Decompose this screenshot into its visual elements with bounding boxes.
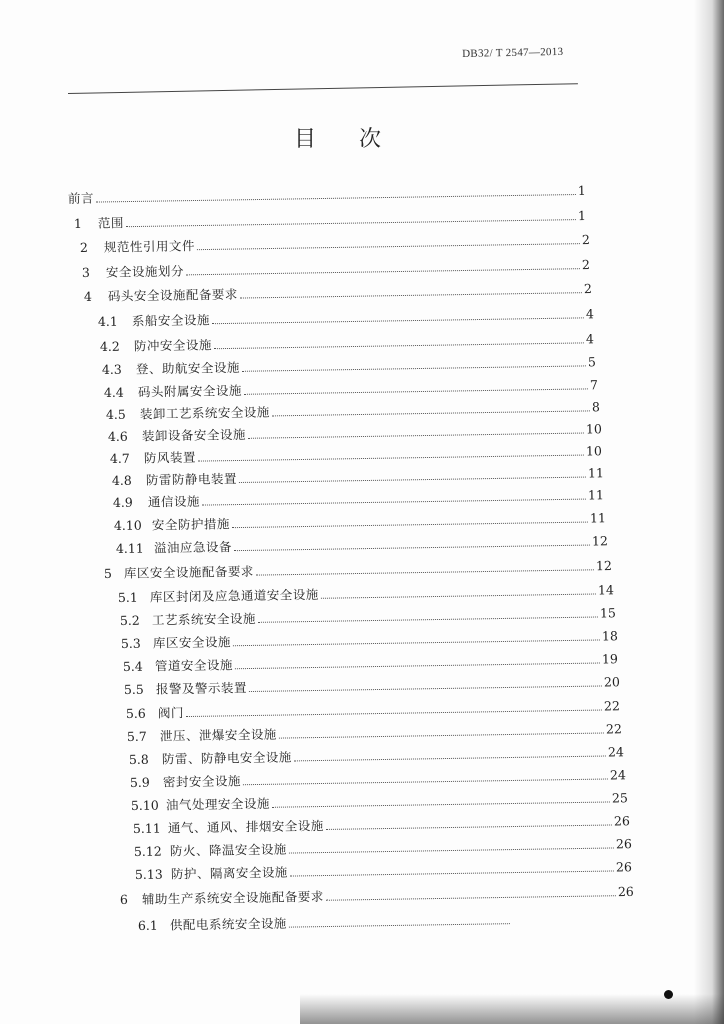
toc-dot-leader <box>232 522 588 529</box>
toc-entry[interactable] <box>126 699 620 721</box>
toc-entry-number: 5.3 <box>120 635 141 651</box>
toc-entry-page: 8 <box>591 399 600 415</box>
toc-dot-leader <box>289 847 614 853</box>
toc-entry-number: 5.5 <box>123 681 144 697</box>
toc-entry[interactable] <box>134 837 632 859</box>
toc-entry-label: 溢油应急设备 <box>153 539 233 556</box>
toc-title: 目 次 <box>294 127 399 152</box>
toc-dot-leader <box>186 268 580 275</box>
toc-entry-label: 系船安全设施 <box>131 312 211 329</box>
toc-dot-leader <box>326 824 612 829</box>
toc-entry-label: 防护、隔离安全设施 <box>170 864 288 882</box>
toc-entry-page: 12 <box>595 558 612 574</box>
toc-entry-page: 14 <box>597 582 614 598</box>
header-rule <box>68 83 578 94</box>
toc-entry-number: 4.8 <box>111 472 132 488</box>
toc-entry[interactable] <box>124 675 620 697</box>
scan-edge-shadow-right <box>694 0 724 1024</box>
toc-dot-leader <box>198 455 584 462</box>
toc-entry-number: 4.1 <box>97 313 118 329</box>
toc-entry[interactable] <box>129 745 624 767</box>
toc-entry-number: 5.13 <box>134 866 163 882</box>
toc-dot-leader <box>290 870 614 876</box>
toc-entry-page: 22 <box>603 698 620 714</box>
toc-entry-label: 阀门 <box>157 705 185 721</box>
toc-dot-leader <box>197 243 580 250</box>
toc-entry-page: 26 <box>617 883 634 900</box>
toc-entry-label: 防雷、防静电安全设施 <box>161 749 292 767</box>
toc-entry-page: 20 <box>603 674 620 690</box>
toc-entry-page: 5 <box>587 354 596 370</box>
toc-entry-label: 码头附属安全设施 <box>137 382 242 400</box>
toc-entry-number: 1 <box>73 215 82 231</box>
toc-entry-page: 15 <box>599 605 616 621</box>
toc-dot-leader <box>242 365 586 371</box>
toc-entry-number: 5.7 <box>126 728 147 744</box>
toc-entry-number: 5.8 <box>128 751 149 767</box>
toc-entry-label: 安全设施划分 <box>105 263 185 280</box>
toc-entry[interactable] <box>116 534 608 556</box>
toc-dot-leader <box>279 733 604 739</box>
toc-entry-number: 5.1 <box>117 589 138 605</box>
toc-entry-number: 4.4 <box>103 384 124 400</box>
toc-dot-leader <box>126 219 576 227</box>
toc-entry[interactable] <box>68 184 586 206</box>
toc-entry-number: 5.9 <box>129 774 150 790</box>
toc-entry-page: 2 <box>583 281 592 297</box>
document-code: DB32/ T 2547—2013 <box>462 45 564 60</box>
toc-entry-label: 防火、降温安全设施 <box>169 841 287 859</box>
toc-entry[interactable] <box>131 791 628 813</box>
toc-entry-label: 油气处理安全设施 <box>165 795 270 813</box>
toc-dot-leader <box>258 616 598 622</box>
toc-entry-page: 2 <box>581 231 590 248</box>
toc-dot-leader <box>294 756 606 762</box>
toc-dot-leader <box>96 194 576 203</box>
toc-dot-leader <box>249 685 602 692</box>
toc-entry-page: 11 <box>589 510 606 526</box>
toc-entry-page: 1 <box>577 207 586 224</box>
toc-entry-label: 防冲安全设施 <box>133 337 213 354</box>
toc-entry[interactable] <box>123 652 618 674</box>
toc-entry-page: 26 <box>615 859 632 875</box>
toc-entry-number: 3 <box>81 264 90 280</box>
toc-entry-number: 4.10 <box>113 517 142 533</box>
toc-entry[interactable] <box>118 583 614 605</box>
toc-entry-label: 通气、通风、排烟安全设施 <box>167 818 324 836</box>
toc-entry[interactable] <box>74 209 586 231</box>
toc-entry-number: 5.2 <box>119 612 140 628</box>
toc-dot-leader <box>234 545 590 552</box>
toc-entry-label: 密封安全设施 <box>162 773 242 790</box>
toc-dot-leader <box>243 778 608 785</box>
toc-entry-label: 装卸设备安全设施 <box>141 426 246 444</box>
toc-dot-leader <box>326 895 616 901</box>
toc-entry-number: 4.5 <box>105 406 126 422</box>
toc-entry[interactable] <box>110 444 602 466</box>
toc-dot-leader <box>240 292 582 298</box>
toc-dot-leader <box>289 923 510 927</box>
toc-entry-number: 6.1 <box>137 917 158 933</box>
toc-entry[interactable] <box>121 629 618 651</box>
toc-entry[interactable] <box>135 860 632 882</box>
toc-entry-number: 2 <box>79 239 88 255</box>
toc-entry-page: 19 <box>601 651 618 667</box>
toc-entry-label: 前言 <box>67 190 95 206</box>
toc-entry-label: 库区封闭及应急通道安全设施 <box>149 586 319 605</box>
toc-entry[interactable] <box>102 355 596 377</box>
scan-mark <box>664 990 673 999</box>
toc-dot-leader <box>186 710 602 718</box>
toc-entry-page: 18 <box>601 628 618 644</box>
toc-entry-page: 26 <box>615 836 632 852</box>
toc-dot-leader <box>202 499 586 506</box>
toc-entry-label: 管道安全设施 <box>154 657 234 674</box>
toc-dot-leader <box>244 388 588 394</box>
toc-entry-number: 5.10 <box>130 797 159 813</box>
toc-dot-leader <box>239 477 586 483</box>
toc-entry[interactable] <box>138 913 512 933</box>
toc-entry-label: 供配电系统安全设施 <box>169 915 287 933</box>
toc-entry-number: 5 <box>103 565 112 581</box>
toc-entry-page: 2 <box>581 257 590 273</box>
toc-entry-label: 防雷防静电装置 <box>145 471 238 488</box>
scan-edge-shadow-bottom <box>300 994 724 1024</box>
toc-dot-leader <box>214 342 584 349</box>
toc-entry[interactable] <box>112 466 604 488</box>
toc-entry[interactable] <box>113 488 604 510</box>
toc-entry-number: 5.6 <box>125 705 146 721</box>
toc-entry-label: 库区安全设施 <box>152 634 232 651</box>
toc-entry-label: 工艺系统安全设施 <box>151 610 256 628</box>
toc-entry[interactable] <box>120 885 634 907</box>
toc-entry-page: 10 <box>585 421 602 437</box>
toc-entry-page: 1 <box>577 182 586 198</box>
toc-dot-leader <box>272 410 590 416</box>
toc-entry[interactable] <box>108 422 602 444</box>
toc-dot-leader <box>256 569 594 575</box>
toc-entry[interactable] <box>127 722 622 744</box>
toc-entry[interactable] <box>114 511 606 533</box>
toc-entry-page: 26 <box>613 813 630 829</box>
toc-entry-label: 辅助生产系统安全设施配备要求 <box>141 888 324 907</box>
toc-entry-number: 4.11 <box>115 540 144 556</box>
toc-entry-label: 规范性引用文件 <box>103 238 196 255</box>
toc-entry-label: 防风装置 <box>143 449 197 466</box>
toc-entry-label: 安全防护措施 <box>151 516 231 533</box>
toc-entry-label: 范围 <box>97 215 125 231</box>
toc-entry-page: 25 <box>611 790 628 806</box>
toc-entry-number: 4.7 <box>109 450 130 466</box>
toc-entry-label: 码头安全设施配备要求 <box>107 286 238 304</box>
toc-entry-page: 24 <box>607 744 624 760</box>
toc-entry-page: 4 <box>585 331 594 347</box>
toc-entry-page: 4 <box>585 306 594 322</box>
toc-entry-page: 10 <box>585 443 602 459</box>
toc-entry[interactable] <box>130 768 626 790</box>
toc-entry[interactable] <box>80 233 590 255</box>
toc-entry-page: 24 <box>609 767 626 783</box>
toc-entry-number: 5.11 <box>132 820 161 836</box>
toc-entry[interactable] <box>98 307 594 329</box>
toc-entry[interactable] <box>133 814 630 836</box>
toc-entry-label: 装卸工艺系统安全设施 <box>139 404 270 422</box>
toc-entry-number: 5.4 <box>122 658 143 674</box>
toc-dot-leader <box>272 801 610 807</box>
toc-dot-leader <box>321 593 596 598</box>
toc-entry-label: 登、助航安全设施 <box>135 359 240 377</box>
toc-entry-number: 4.3 <box>101 361 122 377</box>
toc-entry-page: 11 <box>587 487 604 503</box>
toc-entry-label: 报警及警示装置 <box>155 680 248 697</box>
toc-entry-page: 11 <box>587 465 604 481</box>
toc-entry[interactable] <box>104 378 598 400</box>
toc-entry-number: 6 <box>119 891 128 907</box>
toc-entry-page: 7 <box>589 377 598 393</box>
toc-entry[interactable] <box>120 606 616 628</box>
toc-entry-number: 5.12 <box>133 843 162 859</box>
toc-entry-number: 4 <box>83 288 92 304</box>
toc-entry-number: 4.9 <box>112 494 133 510</box>
toc-entry[interactable] <box>84 282 592 304</box>
toc-entry[interactable] <box>82 258 590 280</box>
toc-dot-leader <box>233 639 600 646</box>
toc-dot-leader <box>235 663 600 670</box>
toc-entry-label: 通信设施 <box>147 493 201 510</box>
toc-entry-label: 库区安全设施配备要求 <box>123 563 254 581</box>
toc-entry[interactable] <box>100 332 594 354</box>
toc-entry-number: 4.6 <box>107 428 128 444</box>
toc-entry-page: 12 <box>591 533 608 549</box>
toc-dot-leader <box>212 317 584 324</box>
toc-entry-page: 22 <box>605 721 622 737</box>
toc-entry-label: 泄压、泄爆安全设施 <box>159 726 277 744</box>
toc-entry[interactable] <box>104 559 612 581</box>
toc-dot-leader <box>248 433 584 439</box>
toc-entry[interactable] <box>106 400 600 422</box>
toc-entry-number: 4.2 <box>99 338 120 354</box>
